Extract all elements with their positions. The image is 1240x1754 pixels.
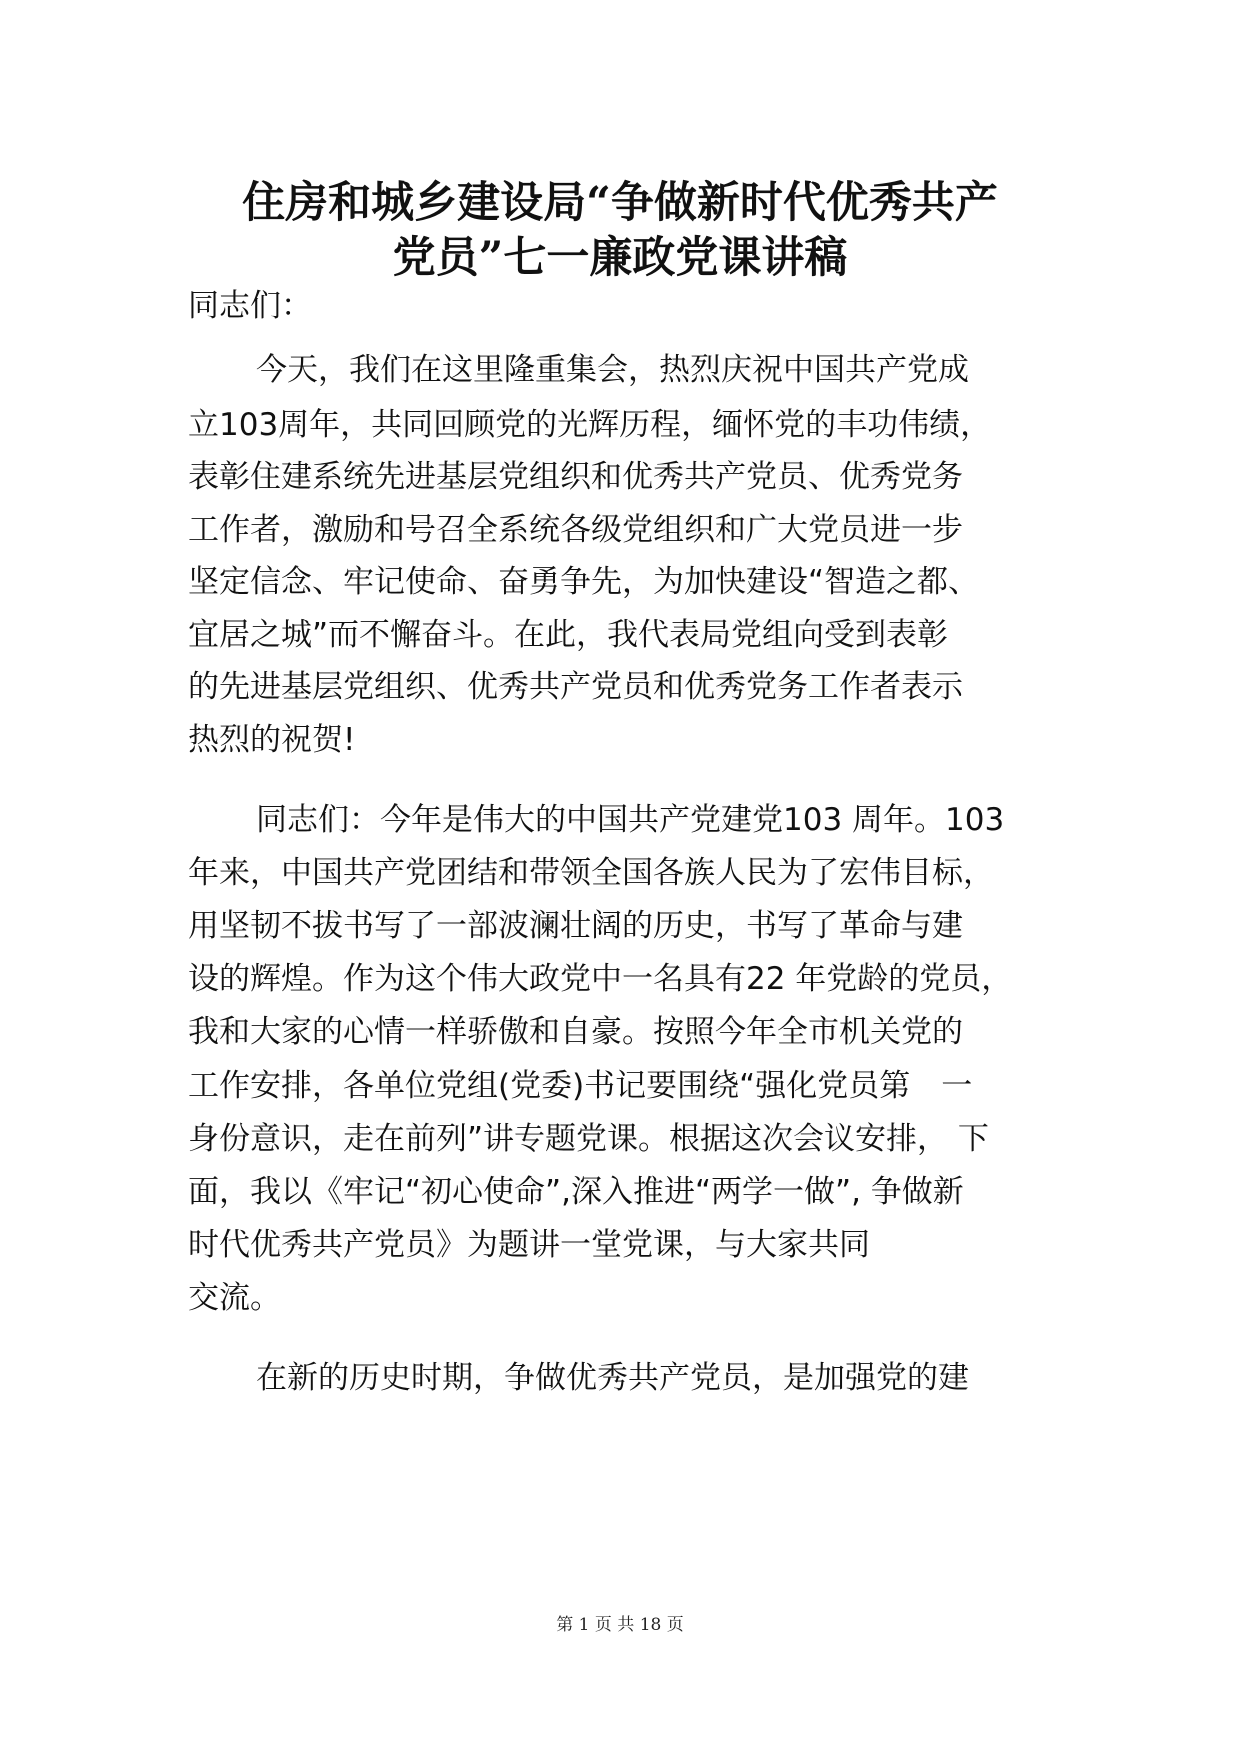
paragraph-2-line: 时代优秀共产党员》为题讲一堂党课，与大家共同 — [188, 1227, 870, 1263]
paragraph-1-line: 坚定信念、牢记使命、奋勇争先，为加快建设“智造之都、 — [188, 564, 980, 600]
paragraph-1-line: 立103周年，共同回顾党的光辉历程，缅怀党的丰功伟绩， — [188, 407, 992, 443]
paragraph-1-line: 工作者，激励和号召全系统各级党组织和广大党员进一步 — [188, 512, 963, 548]
paragraph-1-line: 的先进基层党组织、优秀共产党员和优秀党务工作者表示 — [188, 669, 963, 705]
paragraph-2-line: 用坚韧不拔书写了一部波澜壮阔的历史，书写了革命与建 — [188, 908, 963, 944]
document-title-line-2: 党员”七一廉政党课讲稿 — [392, 233, 848, 283]
paragraph-2-line: 工作安排，各单位党组(党委)书记要围绕“强化党员第 一 — [188, 1068, 973, 1104]
paragraph-1-line: 宜居之城”而不懈奋斗。在此，我代表局党组向受到表彰 — [188, 617, 949, 653]
page-footer: 第 1 页 共 18 页 — [556, 1615, 684, 1635]
paragraph-1-line: 热烈的祝贺! — [188, 722, 356, 758]
paragraph-3-line: 在新的历史时期，争做优秀共产党员，是加强党的建 — [256, 1360, 969, 1396]
paragraph-1-line: 今天，我们在这里隆重集会，热烈庆祝中国共产党成 — [256, 352, 969, 388]
paragraph-2-line: 面，我以《牢记“初心使命”,深入推进“两学一做”, 争做新 — [188, 1174, 964, 1210]
salutation: 同志们： — [188, 288, 312, 324]
paragraph-2-line: 同志们：今年是伟大的中国共产党建党103 周年。103 — [256, 802, 1005, 838]
document-title-line-1: 住房和城乡建设局“争做新时代优秀共产 — [242, 178, 998, 228]
paragraph-2-line: 交流。 — [188, 1280, 281, 1316]
paragraph-2-line: 身份意识，走在前列”讲专题党课。根据这次会议安排， 下 — [188, 1121, 989, 1157]
paragraph-2-line: 我和大家的心情一样骄傲和自豪。按照今年全市机关党的 — [188, 1014, 963, 1050]
paragraph-2-line: 设的辉煌。作为这个伟大政党中一名具有22 年党龄的党员， — [188, 961, 1013, 997]
paragraph-2-line: 年来，中国共产党团结和带领全国各族人民为了宏伟目标， — [188, 855, 994, 891]
paragraph-1-line: 表彰住建系统先进基层党组织和优秀共产党员、优秀党务 — [188, 459, 963, 495]
